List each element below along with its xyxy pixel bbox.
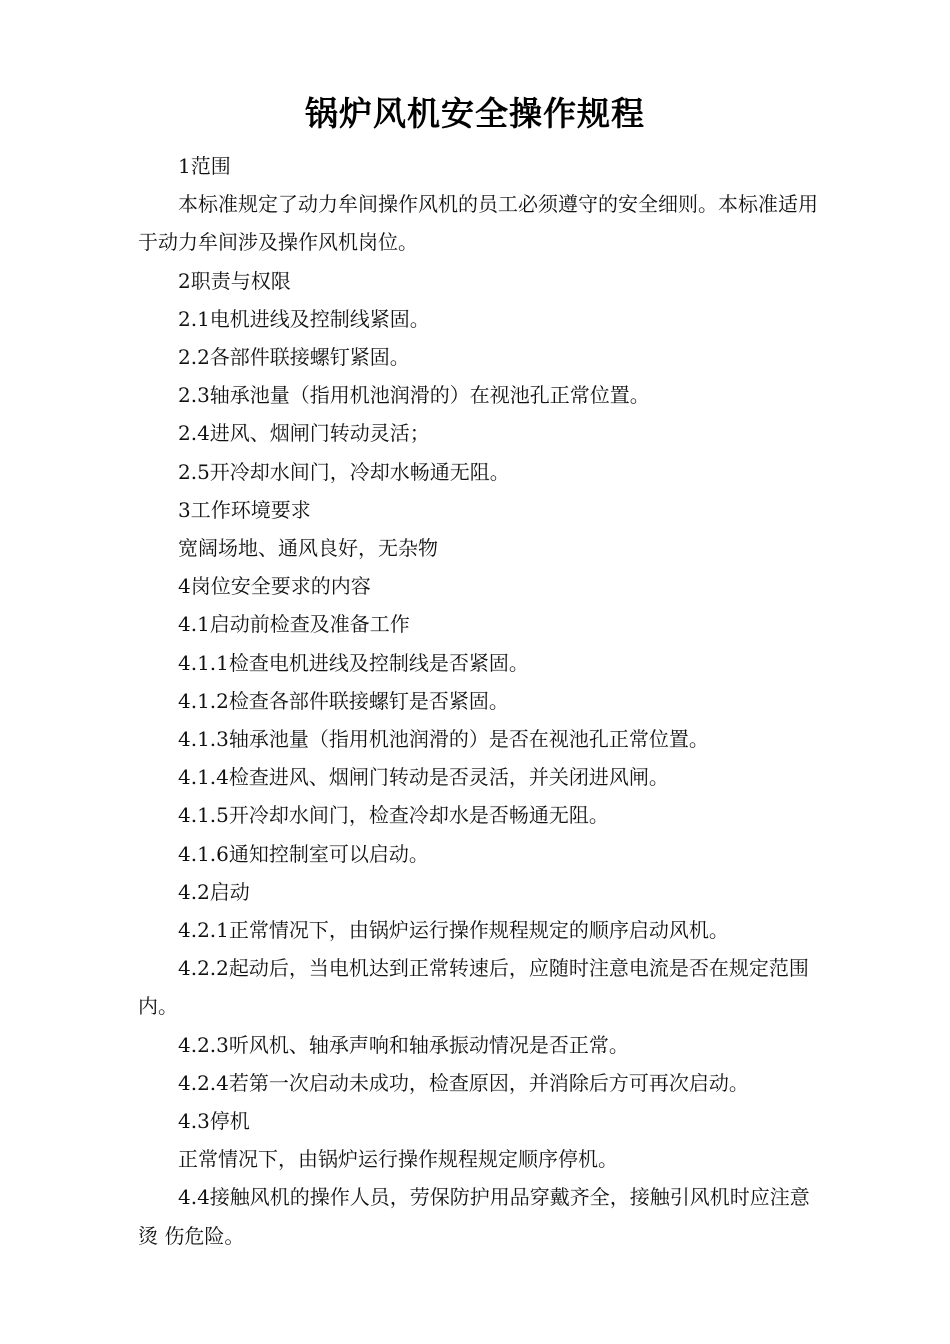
list-item: 4.1.3轴承池量（指用机池润滑的）是否在视池孔正常位置。 [178,727,709,752]
subsection-heading-start: 4.2启动 [178,879,250,904]
section-heading-scope: 1范围 [178,154,231,178]
list-item: 2.2各部件联接螺钉紧固。 [178,345,410,370]
list-item: 4.2.3听风机、轴承声响和轴承振动情况是否正常。 [178,1032,629,1057]
scope-paragraph: 本标准规定了动力牟间操作风机的员工必须遵守的安全细则。本标准适用 于动力牟间涉及操作风机岗位。 [138,192,818,255]
list-item: 4.1.4检查进风、烟闸门转动是否灵活，并关闭进风闸。 [178,765,669,790]
list-item: 2.3轴承池量（指用机池润滑的）在视池孔正常位置。 [178,383,650,408]
list-item: 4.1.5开冷却水间门，检查冷却水是否畅通无阻。 [178,803,609,828]
list-item: 4.2.2起动后，当电机达到正常转速后，应随时注意电流是否在规定范围内。 [138,956,809,1019]
list-item: 4.2.4若第一次启动未成功，检查原因，并消除后方可再次启动。 [178,1070,749,1095]
stop-paragraph: 正常情况下，由锅炉运行操作规程规定顺序停机。 [178,1147,618,1172]
list-item: 2.1电机进线及控制线紧固。 [178,306,430,331]
section-heading-responsibilities: 2职责与权限 [178,268,291,293]
document-body [138,147,818,1255]
list-item: 4.1.6通知控制室可以启动。 [178,841,429,866]
section-heading-environment: 3工作环境要求 [178,497,311,522]
list-item: 4.2.1正常情况下，由锅炉运行操作规程规定的顺序启动风机。 [178,918,729,943]
document-title: 锅炉风机安全操作规程 [305,94,645,133]
section-heading-safety: 4岗位安全要求的内容 [178,574,371,599]
list-item: 4.1.2检查各部件联接螺钉是否紧固。 [178,688,509,713]
list-item: 2.4进风、烟闸门转动灵活； [178,421,430,446]
environment-paragraph: 宽阔场地、通风良好，无杂物 [178,536,438,561]
list-item: 2.5开冷却水间门，冷却水畅通无阻。 [178,459,510,484]
list-item: 4.1.1检查电机进线及控制线是否紧固。 [178,650,529,675]
subsection-heading-precheck: 4.1启动前检查及准备工作 [178,612,410,637]
subsection-heading-stop: 4.3停机 [178,1109,250,1134]
list-item: 4.4接触风机的操作人员，劳保防护用品穿戴齐全，接触引风机时应注意烫 伤危险。 [138,1185,810,1248]
